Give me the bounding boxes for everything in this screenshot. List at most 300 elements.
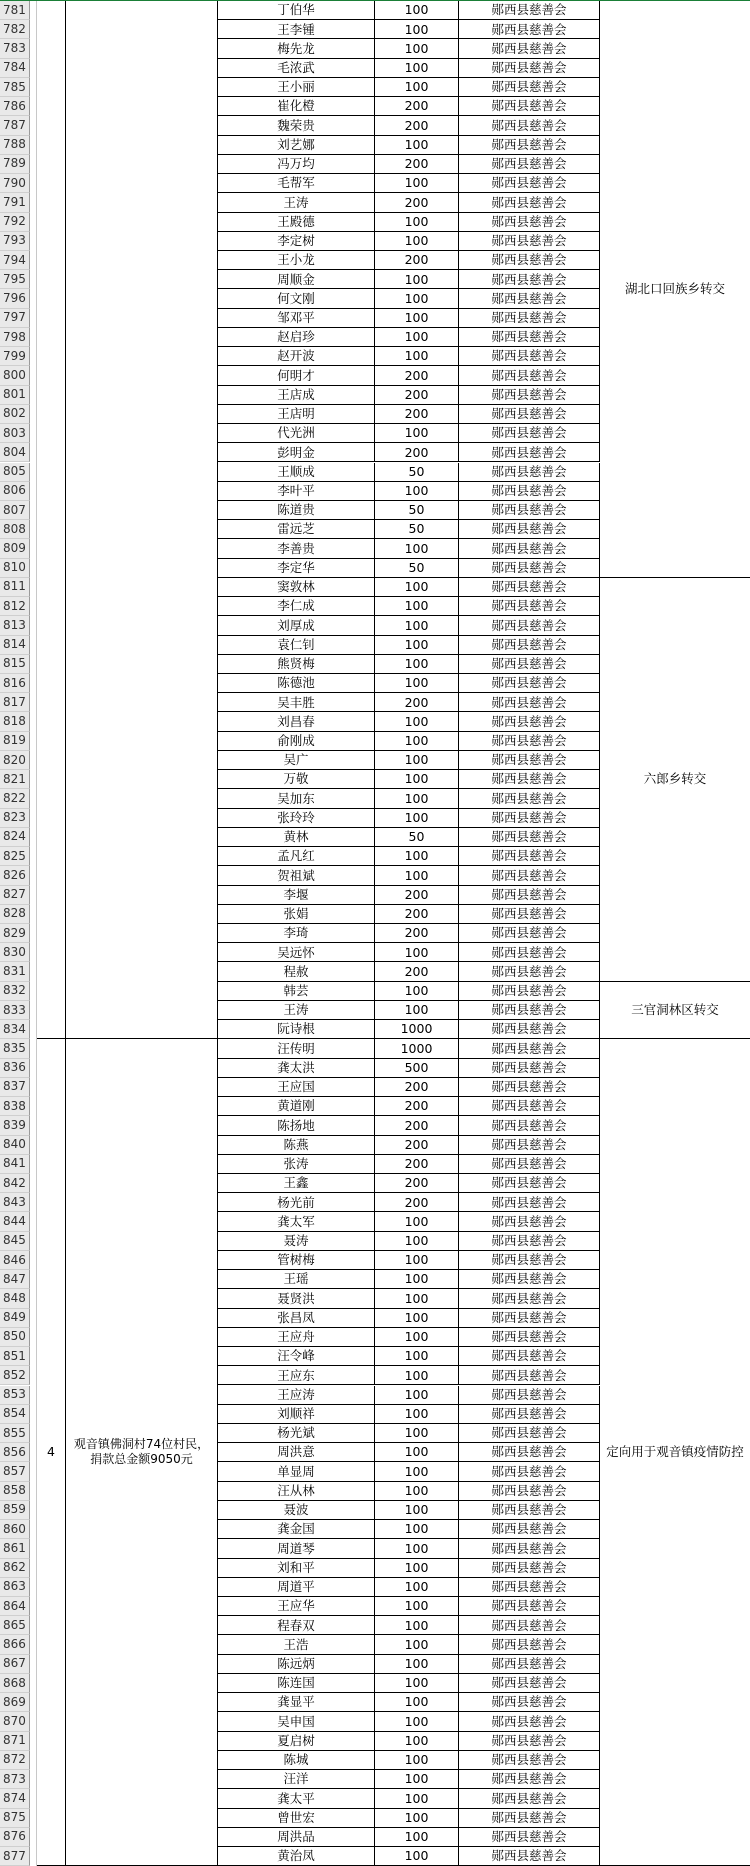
donor-name-cell[interactable]: 王应国	[218, 1078, 375, 1097]
amount-cell[interactable]: 100	[375, 1770, 459, 1789]
recipient-org-cell[interactable]: 郧西县慈善会	[459, 693, 600, 712]
recipient-org-cell[interactable]: 郧西县慈善会	[459, 1482, 600, 1501]
donor-name-cell[interactable]: 毛浓武	[218, 59, 375, 78]
donor-name-cell[interactable]: 刘厚成	[218, 616, 375, 635]
donor-name-cell[interactable]: 冯万均	[218, 155, 375, 174]
amount-cell[interactable]: 100	[375, 751, 459, 770]
amount-cell[interactable]: 200	[375, 155, 459, 174]
row-header[interactable]: 801	[0, 386, 30, 405]
donor-name-cell[interactable]: 汪洋	[218, 1770, 375, 1789]
amount-cell[interactable]: 100	[375, 1482, 459, 1501]
donor-name-cell[interactable]: 王涛	[218, 1001, 375, 1020]
row-header[interactable]: 835	[0, 1039, 30, 1058]
amount-cell[interactable]: 200	[375, 443, 459, 462]
donor-name-cell[interactable]: 赵开波	[218, 347, 375, 366]
amount-cell[interactable]: 200	[375, 386, 459, 405]
recipient-org-cell[interactable]: 郧西县慈善会	[459, 1751, 600, 1770]
recipient-org-cell[interactable]: 郧西县慈善会	[459, 655, 600, 674]
donor-name-cell[interactable]: 王浩	[218, 1635, 375, 1654]
donor-name-cell[interactable]: 丁伯华	[218, 1, 375, 20]
recipient-org-cell[interactable]: 郧西县慈善会	[459, 1001, 600, 1020]
amount-cell[interactable]: 200	[375, 366, 459, 385]
donor-name-cell[interactable]: 聂贤洪	[218, 1289, 375, 1308]
amount-cell[interactable]: 100	[375, 1828, 459, 1847]
amount-cell[interactable]: 100	[375, 1539, 459, 1558]
donor-name-cell[interactable]: 曾世宏	[218, 1809, 375, 1828]
row-header[interactable]: 827	[0, 886, 30, 905]
amount-cell[interactable]: 200	[375, 405, 459, 424]
row-header[interactable]: 806	[0, 482, 30, 501]
amount-cell[interactable]: 200	[375, 1193, 459, 1212]
donor-name-cell[interactable]: 万敬	[218, 770, 375, 789]
recipient-org-cell[interactable]: 郧西县慈善会	[459, 1174, 600, 1193]
donor-name-cell[interactable]: 雷远芝	[218, 520, 375, 539]
amount-cell[interactable]: 50	[375, 559, 459, 578]
recipient-org-cell[interactable]: 郧西县慈善会	[459, 482, 600, 501]
amount-cell[interactable]: 100	[375, 39, 459, 58]
recipient-org-cell[interactable]: 郧西县慈善会	[459, 1386, 600, 1405]
donor-name-cell[interactable]: 李定树	[218, 232, 375, 251]
amount-cell[interactable]: 100	[375, 1347, 459, 1366]
amount-cell[interactable]: 100	[375, 1232, 459, 1251]
group-seq-cell[interactable]	[37, 1, 66, 1039]
donor-name-cell[interactable]: 刘昌春	[218, 712, 375, 731]
amount-cell[interactable]: 100	[375, 1789, 459, 1808]
recipient-org-cell[interactable]: 郧西县慈善会	[459, 905, 600, 924]
donor-name-cell[interactable]: 汪令峰	[218, 1347, 375, 1366]
row-header[interactable]: 834	[0, 1020, 30, 1039]
donor-name-cell[interactable]: 龚太军	[218, 1212, 375, 1231]
recipient-org-cell[interactable]: 郧西县慈善会	[459, 193, 600, 212]
row-header[interactable]: 817	[0, 693, 30, 712]
amount-cell[interactable]: 100	[375, 732, 459, 751]
donor-name-cell[interactable]: 吴加东	[218, 789, 375, 808]
row-header[interactable]: 875	[0, 1809, 30, 1828]
recipient-org-cell[interactable]: 郧西县慈善会	[459, 386, 600, 405]
amount-cell[interactable]: 200	[375, 1174, 459, 1193]
donor-name-cell[interactable]: 魏荣贵	[218, 116, 375, 135]
row-header[interactable]: 800	[0, 366, 30, 385]
donor-name-cell[interactable]: 刘和平	[218, 1559, 375, 1578]
recipient-org-cell[interactable]: 郧西县慈善会	[459, 1347, 600, 1366]
recipient-org-cell[interactable]: 郧西县慈善会	[459, 1539, 600, 1558]
amount-cell[interactable]: 100	[375, 597, 459, 616]
recipient-org-cell[interactable]: 郧西县慈善会	[459, 78, 600, 97]
row-header[interactable]: 811	[0, 578, 30, 597]
recipient-org-cell[interactable]: 郧西县慈善会	[459, 232, 600, 251]
row-header[interactable]: 802	[0, 405, 30, 424]
row-header[interactable]: 852	[0, 1366, 30, 1385]
amount-cell[interactable]: 100	[375, 1847, 459, 1866]
recipient-org-cell[interactable]: 郧西县慈善会	[459, 1136, 600, 1155]
row-header[interactable]: 812	[0, 597, 30, 616]
row-header[interactable]: 781	[0, 1, 30, 20]
donor-name-cell[interactable]: 王应华	[218, 1597, 375, 1616]
recipient-org-cell[interactable]: 郧西县慈善会	[459, 366, 600, 385]
amount-cell[interactable]: 100	[375, 1001, 459, 1020]
row-header[interactable]: 814	[0, 636, 30, 655]
amount-cell[interactable]: 100	[375, 1597, 459, 1616]
recipient-org-cell[interactable]: 郧西县慈善会	[459, 1405, 600, 1424]
row-header[interactable]: 782	[0, 20, 30, 39]
row-header[interactable]: 850	[0, 1328, 30, 1347]
recipient-org-cell[interactable]: 郧西县慈善会	[459, 1674, 600, 1693]
recipient-org-cell[interactable]: 郧西县慈善会	[459, 1616, 600, 1635]
amount-cell[interactable]: 100	[375, 309, 459, 328]
amount-cell[interactable]: 100	[375, 809, 459, 828]
donor-name-cell[interactable]: 王李锺	[218, 20, 375, 39]
row-header[interactable]: 791	[0, 193, 30, 212]
amount-cell[interactable]: 100	[375, 136, 459, 155]
amount-cell[interactable]: 100	[375, 174, 459, 193]
row-header[interactable]: 844	[0, 1212, 30, 1231]
amount-cell[interactable]: 1000	[375, 1039, 459, 1058]
amount-cell[interactable]: 100	[375, 1693, 459, 1712]
donor-name-cell[interactable]: 王店成	[218, 386, 375, 405]
amount-cell[interactable]: 200	[375, 251, 459, 270]
amount-cell[interactable]: 100	[375, 655, 459, 674]
amount-cell[interactable]: 100	[375, 213, 459, 232]
recipient-org-cell[interactable]: 郧西县慈善会	[459, 1116, 600, 1135]
recipient-org-cell[interactable]: 郧西县慈善会	[459, 943, 600, 962]
amount-cell[interactable]: 100	[375, 1520, 459, 1539]
recipient-org-cell[interactable]: 郧西县慈善会	[459, 982, 600, 1001]
recipient-org-cell[interactable]: 郧西县慈善会	[459, 1578, 600, 1597]
donor-name-cell[interactable]: 王应涛	[218, 1386, 375, 1405]
recipient-org-cell[interactable]: 郧西县慈善会	[459, 136, 600, 155]
donor-name-cell[interactable]: 赵启珍	[218, 328, 375, 347]
row-header[interactable]: 825	[0, 847, 30, 866]
row-header[interactable]: 867	[0, 1655, 30, 1674]
recipient-org-cell[interactable]: 郧西县慈善会	[459, 1020, 600, 1039]
row-header[interactable]: 869	[0, 1693, 30, 1712]
row-header[interactable]: 839	[0, 1116, 30, 1135]
amount-cell[interactable]: 100	[375, 270, 459, 289]
recipient-org-cell[interactable]: 郧西县慈善会	[459, 1212, 600, 1231]
amount-cell[interactable]: 100	[375, 539, 459, 558]
group-description-cell[interactable]: 观音镇佛洞村74位村民，捐款总金额9050元	[66, 1039, 218, 1866]
amount-cell[interactable]: 100	[375, 289, 459, 308]
recipient-org-cell[interactable]: 郧西县慈善会	[459, 1039, 600, 1058]
donor-name-cell[interactable]: 王应东	[218, 1366, 375, 1385]
recipient-org-cell[interactable]: 郧西县慈善会	[459, 443, 600, 462]
amount-cell[interactable]: 100	[375, 78, 459, 97]
amount-cell[interactable]: 100	[375, 789, 459, 808]
amount-cell[interactable]: 200	[375, 1155, 459, 1174]
donor-name-cell[interactable]: 管树梅	[218, 1251, 375, 1270]
row-header[interactable]: 804	[0, 443, 30, 462]
recipient-org-cell[interactable]: 郧西县慈善会	[459, 155, 600, 174]
donor-name-cell[interactable]: 李定华	[218, 559, 375, 578]
amount-cell[interactable]: 100	[375, 1655, 459, 1674]
donor-name-cell[interactable]: 袁仁钊	[218, 636, 375, 655]
recipient-org-cell[interactable]: 郧西县慈善会	[459, 59, 600, 78]
row-header[interactable]: 798	[0, 328, 30, 347]
recipient-org-cell[interactable]: 郧西县慈善会	[459, 1193, 600, 1212]
amount-cell[interactable]: 100	[375, 1212, 459, 1231]
donor-name-cell[interactable]: 何明才	[218, 366, 375, 385]
donor-name-cell[interactable]: 王顺成	[218, 463, 375, 482]
row-header[interactable]: 849	[0, 1309, 30, 1328]
donor-name-cell[interactable]: 毛帮军	[218, 174, 375, 193]
row-header[interactable]: 873	[0, 1770, 30, 1789]
donor-name-cell[interactable]: 龚显平	[218, 1693, 375, 1712]
amount-cell[interactable]: 100	[375, 943, 459, 962]
recipient-org-cell[interactable]: 郧西县慈善会	[459, 770, 600, 789]
recipient-org-cell[interactable]: 郧西县慈善会	[459, 424, 600, 443]
donor-name-cell[interactable]: 彭明金	[218, 443, 375, 462]
amount-cell[interactable]: 50	[375, 520, 459, 539]
donor-name-cell[interactable]: 李堰	[218, 886, 375, 905]
row-header[interactable]: 877	[0, 1847, 30, 1866]
donor-name-cell[interactable]: 李善贵	[218, 539, 375, 558]
amount-cell[interactable]: 50	[375, 501, 459, 520]
row-header[interactable]: 803	[0, 424, 30, 443]
row-header[interactable]: 860	[0, 1520, 30, 1539]
donor-name-cell[interactable]: 孟凡红	[218, 847, 375, 866]
recipient-org-cell[interactable]: 郧西县慈善会	[459, 847, 600, 866]
recipient-org-cell[interactable]: 郧西县慈善会	[459, 751, 600, 770]
donor-name-cell[interactable]: 夏启树	[218, 1732, 375, 1751]
usage-cell[interactable]: 六郎乡转交	[600, 578, 750, 982]
donor-name-cell[interactable]: 贺祖斌	[218, 866, 375, 885]
recipient-org-cell[interactable]: 郧西县慈善会	[459, 712, 600, 731]
row-header[interactable]: 876	[0, 1828, 30, 1847]
row-header[interactable]: 851	[0, 1347, 30, 1366]
recipient-org-cell[interactable]: 郧西县慈善会	[459, 674, 600, 693]
amount-cell[interactable]: 100	[375, 616, 459, 635]
donor-name-cell[interactable]: 陈城	[218, 1751, 375, 1770]
row-header[interactable]: 832	[0, 982, 30, 1001]
recipient-org-cell[interactable]: 郧西县慈善会	[459, 1443, 600, 1462]
donor-name-cell[interactable]: 周顺金	[218, 270, 375, 289]
row-header[interactable]: 785	[0, 78, 30, 97]
donor-name-cell[interactable]: 杨光斌	[218, 1424, 375, 1443]
row-header[interactable]: 816	[0, 674, 30, 693]
recipient-org-cell[interactable]: 郧西县慈善会	[459, 732, 600, 751]
amount-cell[interactable]: 100	[375, 1309, 459, 1328]
recipient-org-cell[interactable]: 郧西县慈善会	[459, 39, 600, 58]
donor-name-cell[interactable]: 陈德池	[218, 674, 375, 693]
recipient-org-cell[interactable]: 郧西县慈善会	[459, 924, 600, 943]
recipient-org-cell[interactable]: 郧西县慈善会	[459, 1501, 600, 1520]
row-header[interactable]: 833	[0, 1001, 30, 1020]
amount-cell[interactable]: 200	[375, 1116, 459, 1135]
row-header[interactable]: 862	[0, 1559, 30, 1578]
donor-name-cell[interactable]: 陈燕	[218, 1136, 375, 1155]
donor-name-cell[interactable]: 陈连国	[218, 1674, 375, 1693]
donor-name-cell[interactable]: 王小丽	[218, 78, 375, 97]
amount-cell[interactable]: 100	[375, 347, 459, 366]
recipient-org-cell[interactable]: 郧西县慈善会	[459, 501, 600, 520]
amount-cell[interactable]: 50	[375, 828, 459, 847]
amount-cell[interactable]: 100	[375, 1443, 459, 1462]
recipient-org-cell[interactable]: 郧西县慈善会	[459, 1097, 600, 1116]
row-header[interactable]: 794	[0, 251, 30, 270]
recipient-org-cell[interactable]: 郧西县慈善会	[459, 1366, 600, 1385]
row-header[interactable]: 819	[0, 732, 30, 751]
row-header[interactable]: 846	[0, 1251, 30, 1270]
amount-cell[interactable]: 100	[375, 1289, 459, 1308]
recipient-org-cell[interactable]: 郧西县慈善会	[459, 1, 600, 20]
amount-cell[interactable]: 200	[375, 905, 459, 924]
amount-cell[interactable]: 100	[375, 1405, 459, 1424]
donor-name-cell[interactable]: 王小龙	[218, 251, 375, 270]
row-header[interactable]: 815	[0, 655, 30, 674]
row-header[interactable]: 864	[0, 1597, 30, 1616]
donor-name-cell[interactable]: 刘艺娜	[218, 136, 375, 155]
recipient-org-cell[interactable]: 郧西县慈善会	[459, 1655, 600, 1674]
donor-name-cell[interactable]: 吴广	[218, 751, 375, 770]
row-header[interactable]: 874	[0, 1789, 30, 1808]
donor-name-cell[interactable]: 王瑶	[218, 1270, 375, 1289]
row-header[interactable]: 813	[0, 616, 30, 635]
donor-name-cell[interactable]: 黄林	[218, 828, 375, 847]
amount-cell[interactable]: 100	[375, 1366, 459, 1385]
recipient-org-cell[interactable]: 郧西县慈善会	[459, 597, 600, 616]
recipient-org-cell[interactable]: 郧西县慈善会	[459, 309, 600, 328]
row-header[interactable]: 841	[0, 1155, 30, 1174]
donor-name-cell[interactable]: 汪传明	[218, 1039, 375, 1058]
donor-name-cell[interactable]: 周洪意	[218, 1443, 375, 1462]
recipient-org-cell[interactable]: 郧西县慈善会	[459, 20, 600, 39]
donor-name-cell[interactable]: 张玲玲	[218, 809, 375, 828]
amount-cell[interactable]: 100	[375, 636, 459, 655]
donor-name-cell[interactable]: 程春双	[218, 1616, 375, 1635]
amount-cell[interactable]: 100	[375, 1424, 459, 1443]
amount-cell[interactable]: 50	[375, 463, 459, 482]
donor-name-cell[interactable]: 吴申国	[218, 1712, 375, 1731]
donor-name-cell[interactable]: 王涛	[218, 193, 375, 212]
row-header[interactable]: 795	[0, 270, 30, 289]
donor-name-cell[interactable]: 张娟	[218, 905, 375, 924]
donor-name-cell[interactable]: 张涛	[218, 1155, 375, 1174]
row-header[interactable]: 786	[0, 97, 30, 116]
recipient-org-cell[interactable]: 郧西县慈善会	[459, 520, 600, 539]
row-header[interactable]: 822	[0, 789, 30, 808]
amount-cell[interactable]: 100	[375, 328, 459, 347]
row-header[interactable]: 840	[0, 1136, 30, 1155]
row-header[interactable]: 843	[0, 1193, 30, 1212]
row-header[interactable]: 836	[0, 1059, 30, 1078]
row-header[interactable]: 859	[0, 1501, 30, 1520]
row-header[interactable]: 856	[0, 1443, 30, 1462]
donor-name-cell[interactable]: 张昌凤	[218, 1309, 375, 1328]
donor-name-cell[interactable]: 李叶平	[218, 482, 375, 501]
row-header[interactable]: 820	[0, 751, 30, 770]
recipient-org-cell[interactable]: 郧西县慈善会	[459, 1289, 600, 1308]
donor-name-cell[interactable]: 单显周	[218, 1462, 375, 1481]
row-header[interactable]: 824	[0, 828, 30, 847]
recipient-org-cell[interactable]: 郧西县慈善会	[459, 539, 600, 558]
amount-cell[interactable]: 200	[375, 193, 459, 212]
recipient-org-cell[interactable]: 郧西县慈善会	[459, 559, 600, 578]
recipient-org-cell[interactable]: 郧西县慈善会	[459, 1693, 600, 1712]
donor-name-cell[interactable]: 程赦	[218, 962, 375, 981]
amount-cell[interactable]: 100	[375, 20, 459, 39]
row-header[interactable]: 872	[0, 1751, 30, 1770]
recipient-org-cell[interactable]: 郧西县慈善会	[459, 1059, 600, 1078]
recipient-org-cell[interactable]: 郧西县慈善会	[459, 347, 600, 366]
amount-cell[interactable]: 200	[375, 1097, 459, 1116]
row-header[interactable]: 789	[0, 155, 30, 174]
row-header[interactable]: 792	[0, 213, 30, 232]
group-seq-cell[interactable]: 4	[37, 1039, 66, 1866]
usage-cell[interactable]: 三官洞林区转交	[600, 982, 750, 1040]
recipient-org-cell[interactable]: 郧西县慈善会	[459, 97, 600, 116]
recipient-org-cell[interactable]: 郧西县慈善会	[459, 116, 600, 135]
donor-name-cell[interactable]: 陈道贵	[218, 501, 375, 520]
recipient-org-cell[interactable]: 郧西县慈善会	[459, 636, 600, 655]
row-header[interactable]: 788	[0, 136, 30, 155]
recipient-org-cell[interactable]: 郧西县慈善会	[459, 289, 600, 308]
recipient-org-cell[interactable]: 郧西县慈善会	[459, 1847, 600, 1866]
row-header[interactable]: 787	[0, 116, 30, 135]
donor-name-cell[interactable]: 杨光前	[218, 1193, 375, 1212]
recipient-org-cell[interactable]: 郧西县慈善会	[459, 1712, 600, 1731]
recipient-org-cell[interactable]: 郧西县慈善会	[459, 1789, 600, 1808]
donor-name-cell[interactable]: 梅先龙	[218, 39, 375, 58]
donor-name-cell[interactable]: 刘顺祥	[218, 1405, 375, 1424]
recipient-org-cell[interactable]: 郧西县慈善会	[459, 174, 600, 193]
amount-cell[interactable]: 1000	[375, 1020, 459, 1039]
amount-cell[interactable]: 100	[375, 1578, 459, 1597]
amount-cell[interactable]: 100	[375, 1751, 459, 1770]
row-header[interactable]: 821	[0, 770, 30, 789]
amount-cell[interactable]: 100	[375, 712, 459, 731]
row-header[interactable]: 807	[0, 501, 30, 520]
row-header[interactable]: 805	[0, 463, 30, 482]
donor-name-cell[interactable]: 王应舟	[218, 1328, 375, 1347]
row-header[interactable]: 855	[0, 1424, 30, 1443]
donor-name-cell[interactable]: 韩芸	[218, 982, 375, 1001]
recipient-org-cell[interactable]: 郧西县慈善会	[459, 1559, 600, 1578]
donor-name-cell[interactable]: 周道平	[218, 1578, 375, 1597]
amount-cell[interactable]: 100	[375, 1559, 459, 1578]
group-description-cell[interactable]	[66, 1, 218, 1039]
row-header[interactable]: 808	[0, 520, 30, 539]
amount-cell[interactable]: 100	[375, 770, 459, 789]
donor-name-cell[interactable]: 周洪品	[218, 1828, 375, 1847]
donor-name-cell[interactable]: 王殿德	[218, 213, 375, 232]
donor-name-cell[interactable]: 龚太平	[218, 1789, 375, 1808]
row-header[interactable]: 797	[0, 309, 30, 328]
amount-cell[interactable]: 200	[375, 1078, 459, 1097]
recipient-org-cell[interactable]: 郧西县慈善会	[459, 1232, 600, 1251]
amount-cell[interactable]: 200	[375, 962, 459, 981]
amount-cell[interactable]: 100	[375, 424, 459, 443]
donor-name-cell[interactable]: 王店明	[218, 405, 375, 424]
recipient-org-cell[interactable]: 郧西县慈善会	[459, 1597, 600, 1616]
row-header[interactable]: 837	[0, 1078, 30, 1097]
donor-name-cell[interactable]: 汪从林	[218, 1482, 375, 1501]
row-header[interactable]: 809	[0, 539, 30, 558]
donor-name-cell[interactable]: 邹邓平	[218, 309, 375, 328]
row-header[interactable]: 799	[0, 347, 30, 366]
amount-cell[interactable]: 200	[375, 116, 459, 135]
amount-cell[interactable]: 100	[375, 1462, 459, 1481]
recipient-org-cell[interactable]: 郧西县慈善会	[459, 1155, 600, 1174]
row-header[interactable]: 868	[0, 1674, 30, 1693]
amount-cell[interactable]: 100	[375, 578, 459, 597]
row-header[interactable]: 861	[0, 1539, 30, 1558]
row-header[interactable]: 818	[0, 712, 30, 731]
recipient-org-cell[interactable]: 郧西县慈善会	[459, 809, 600, 828]
recipient-org-cell[interactable]: 郧西县慈善会	[459, 578, 600, 597]
donor-name-cell[interactable]: 李琦	[218, 924, 375, 943]
row-header[interactable]: 830	[0, 943, 30, 962]
donor-name-cell[interactable]: 崔化橙	[218, 97, 375, 116]
